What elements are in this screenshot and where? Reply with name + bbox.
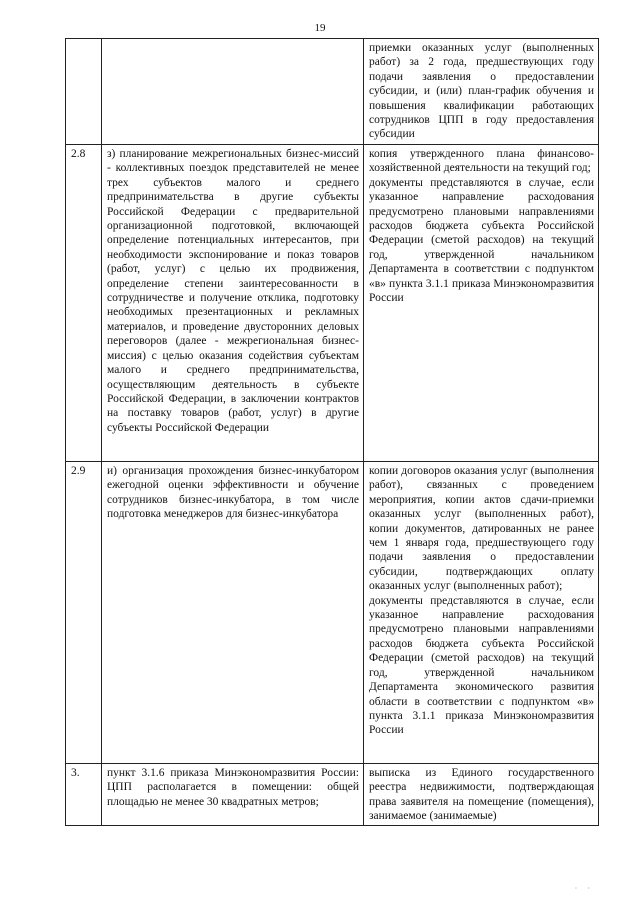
item-cell: пункт 3.1.6 приказа Минэкономразвития России: ЦПП располагается в помещении: общей площадью не менее 30 квадратных метров; <box>102 764 364 826</box>
requirements-table <box>65 38 599 826</box>
documents-paragraph: документы представляются в случае, если указанное направление расходования предусмотрено плановыми направлениями расходов бюджета субъекта Российской Федерации (сметой расходов) на текущий год, утвержденной начальником Департамента экономического развития области в соответствии с подпунктом «в» пункта 3.1.1 приказа Минэкономразвития России <box>369 594 594 737</box>
item-cell: з) планирование межрегиональных бизнес-миссий - коллективных поездок представителей не менее трех субъектов малого и среднего предпринимательства в другие субъекты Российской Федерации с предварительной организационной подготовкой, включающей определение потенциальных интересантов, при необходимости экспонирование и показ товаров (работ, услуг) с целью их продвижения, определение степени заинтересованности в сотрудничестве и получение отклика, подготовку необходимых презентационных и рекламных материалов, и проведение двусторонних деловых переговоров (далее - межрегиональная бизнес-миссия) с целью оказания содействия субъектам малого и среднего предпринимательства, осуществляющим деятельность в субъекте Российской Федерации, в заключении контрактов на поставку товаров (работ, услуг) в другие субъекты Российской Федерации <box>102 145 364 462</box>
documents-cell <box>364 462 599 764</box>
page-number: 19 <box>314 22 326 34</box>
scan-artifact-mark: · · <box>574 884 594 893</box>
table-row <box>66 764 599 826</box>
table-row <box>66 39 599 145</box>
table-row <box>66 145 599 462</box>
documents-paragraph: документы представляются в случае, если указанное направление расходования предусмотрено плановыми направлениями расходов бюджета субъекта Российской Федерации (сметой расходов) на текущий год, утвержденной начальником Департамента в соответствии с подпунктом «в» пункта 3.1.1 приказа Минэкономразвития России <box>369 176 594 305</box>
row-number-cell: 2.8 <box>66 145 102 462</box>
table-row <box>66 462 599 764</box>
documents-cell <box>364 764 599 826</box>
documents-paragraph: копии договоров оказания услуг (выполнения работ), связанных с проведением мероприятия, копии актов сдачи-приемки оказанных услуг (выполненных работ), копии документов, датированных не ранее чем 1 января года, предшествующего году подачи заявления о предоставлении субсидии, подтверждающих оплату оказанных услуг (выполненных работ); <box>369 465 594 593</box>
documents-paragraph: копия утвержденного плана финансово-хозяйственной деятельности на текущий год; <box>369 148 594 175</box>
documents-cell <box>364 145 599 462</box>
documents-cell <box>364 39 599 145</box>
row-number-cell <box>66 39 102 145</box>
documents-paragraph: выписка из Единого государственного реестра недвижимости, подтверждающая права заявителя на помещение (помещения), занимаемое (занимаемые) <box>369 767 594 823</box>
documents-paragraph: приемки оказанных услуг (выполненных работ) за 2 года, предшествующих году подачи заявления о предоставлении субсидии, и (или) план-график обучения и повышения квалификации работающих сотрудников ЦПП в году предоставления субсидии <box>369 42 594 141</box>
row-number-cell: 2.9 <box>66 462 102 764</box>
item-cell: и) организация прохождения бизнес-инкубатором ежегодной оценки эффективности и обучение сотрудников бизнес-инкубатора, в том числе подготовка менеджеров для бизнес-инкубатора <box>102 462 364 764</box>
row-number-cell: 3. <box>66 764 102 826</box>
item-cell <box>102 39 364 145</box>
